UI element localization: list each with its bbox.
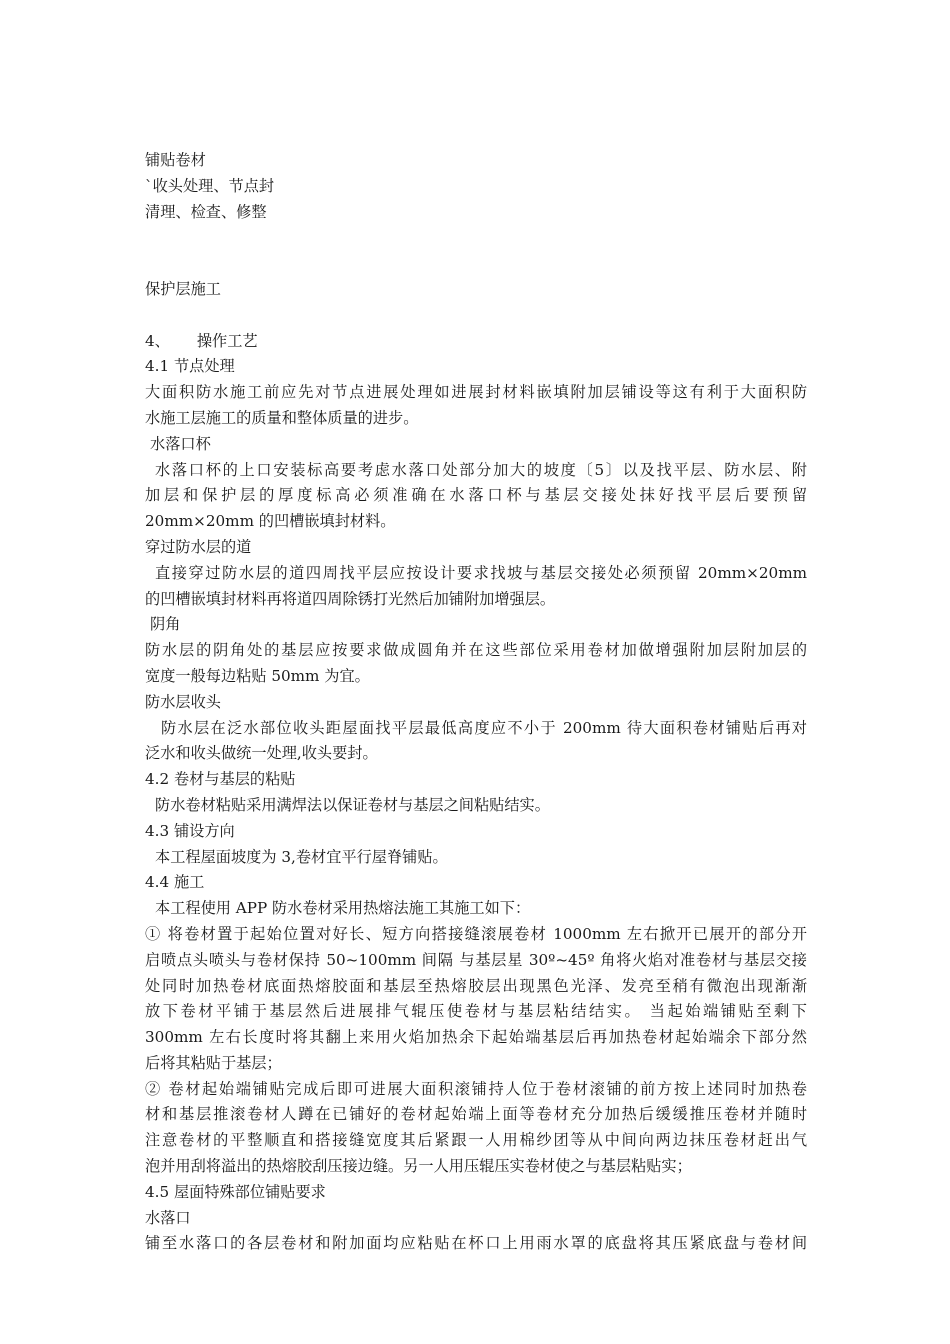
paragraph-line: 防水卷材粘贴采用满焊法以保证卷材与基层之间粘贴结实。 [155,795,550,814]
paragraph-line: 泛水和收头做统一处理,收头要封。 [145,744,378,763]
step-2-line: 泡并用刮将溢出的热熔胶刮压接边缝。另一人用压辊压实卷材使之与基层粘贴实； [145,1157,692,1176]
section-4-1-title: 4.1 节点处理 [145,357,235,376]
pipe-title: 穿过防水层的道 [145,537,252,556]
paragraph-line: 水落口杯的上口安装标高要考虑水落口处部分加大的坡度〔5〕以及找平层、防水层、附 [155,460,807,479]
flow-step-protect: 保护层施工 [145,279,221,298]
paragraph-line: 直接穿过防水层的道四周找平层应按设计要求找坡与基层交接处必须预留 20mm×20mm [155,563,807,582]
step-1-line: 处同时加热卷材底面热熔胶面和基层至热熔胶层出现黑色光泽、发亮至稍有微泡出现渐渐 [145,976,807,995]
section-4-title: 操作工艺 [196,331,258,350]
step-1-line: 放下卷材平铺于基层然后进展排气辊压使卷材与基层粘结结实。 当起始端铺贴至剩下 [145,1002,807,1021]
corner-title: 阴角 [150,615,181,634]
paragraph-line: 大面积防水施工前应先对节点进展处理如进展封材料嵌填附加层铺设等这有利于大面积防 [145,383,807,402]
step-2-line: ② 卷材起始端铺贴完成后即可进展大面积滚铺持人位于卷材滚铺的前方按上述同时加热卷 [145,1079,807,1098]
spacer [145,303,807,329]
document-page [145,148,807,1257]
paragraph-line: 防水层在泛水部位收头距屋面找平层最低高度应不小于 200mm 待大面积卷材铺贴后再对 [161,718,807,737]
section-4-3-title: 4.3 铺设方向 [145,821,235,840]
paragraph-line: 的凹槽嵌填封材料再将道四周除锈打光然后加铺附加增强层。 [145,589,556,608]
paragraph-line: 本工程使用 APP 防水卷材采用热熔法施工其施工如下： [155,899,531,918]
paragraph-line: 20mm×20mm 的凹槽嵌填封材料。 [145,512,396,531]
paragraph-line: 铺至水落口的各层卷材和附加面均应粘贴在杯口上用雨水罩的底盘将其压紧底盘与卷材间 [145,1234,807,1253]
step-1-line: ① 将卷材置于起始位置对好长、短方向搭接缝滚展卷材 1000mm 左右掀开已展开的部分开 [145,924,807,943]
flow-step-edge: `收头处理、节点封 [145,176,275,195]
step-2-line: 材和基层推滚卷材人蹲在已铺好的卷材起始端上面等卷材充分加热后缓缓推压卷材并随时 [145,1105,807,1124]
section-4-2-title: 4.2 卷材与基层的粘贴 [145,770,296,789]
edge-title: 防水层收头 [145,692,221,711]
paragraph-line: 宽度一般每边粘贴 50mm 为宜。 [145,666,370,685]
drain-outlet-title: 水落口 [145,1208,191,1227]
flow-step-clean: 清理、检查、修整 [145,202,267,221]
flow-step-paste: 铺贴卷材 [145,151,206,169]
paragraph-line: 本工程屋面坡度为 3,卷材宜平行屋脊铺贴。 [155,847,448,866]
section-4-5-title: 4.5 屋面特殊部位铺贴要求 [145,1182,326,1201]
section-4-heading [145,329,807,355]
paragraph-line: 防水层的阴角处的基层应按要求做成圆角并在这些部位采用卷材加做增强附加层附加层的 [145,641,807,660]
section-4-4-title: 4.4 施工 [145,873,205,892]
drain-cup-title: 水落口杯 [150,434,211,453]
paragraph-line: 加层和保护层的厚度标高必须准确在水落口杯与基层交接处抹好找平层后要预留 [145,486,807,505]
step-1-line: 启喷点头喷头与卷材保持 50~100mm 间隔 与基层星 30º~45º 角将火焰对准卷材与基层交接 [145,950,807,969]
paragraph-line: 水施工层施工的质量和整体质量的进步。 [145,408,419,427]
step-2-line: 注意卷材的平整顺直和搭接缝宽度其后紧跟一人用棉纱团等从中间向两边抹压卷材赶出气 [145,1131,807,1150]
step-1-line: 后将其粘贴于基层； [145,1053,282,1072]
section-4-number: 4、 [145,331,170,350]
step-1-line: 300mm 左右长度时将其翻上来用火焰加热余下起始端基层后再加热卷材起始端余下部分然 [145,1028,807,1047]
spacer [145,225,807,277]
